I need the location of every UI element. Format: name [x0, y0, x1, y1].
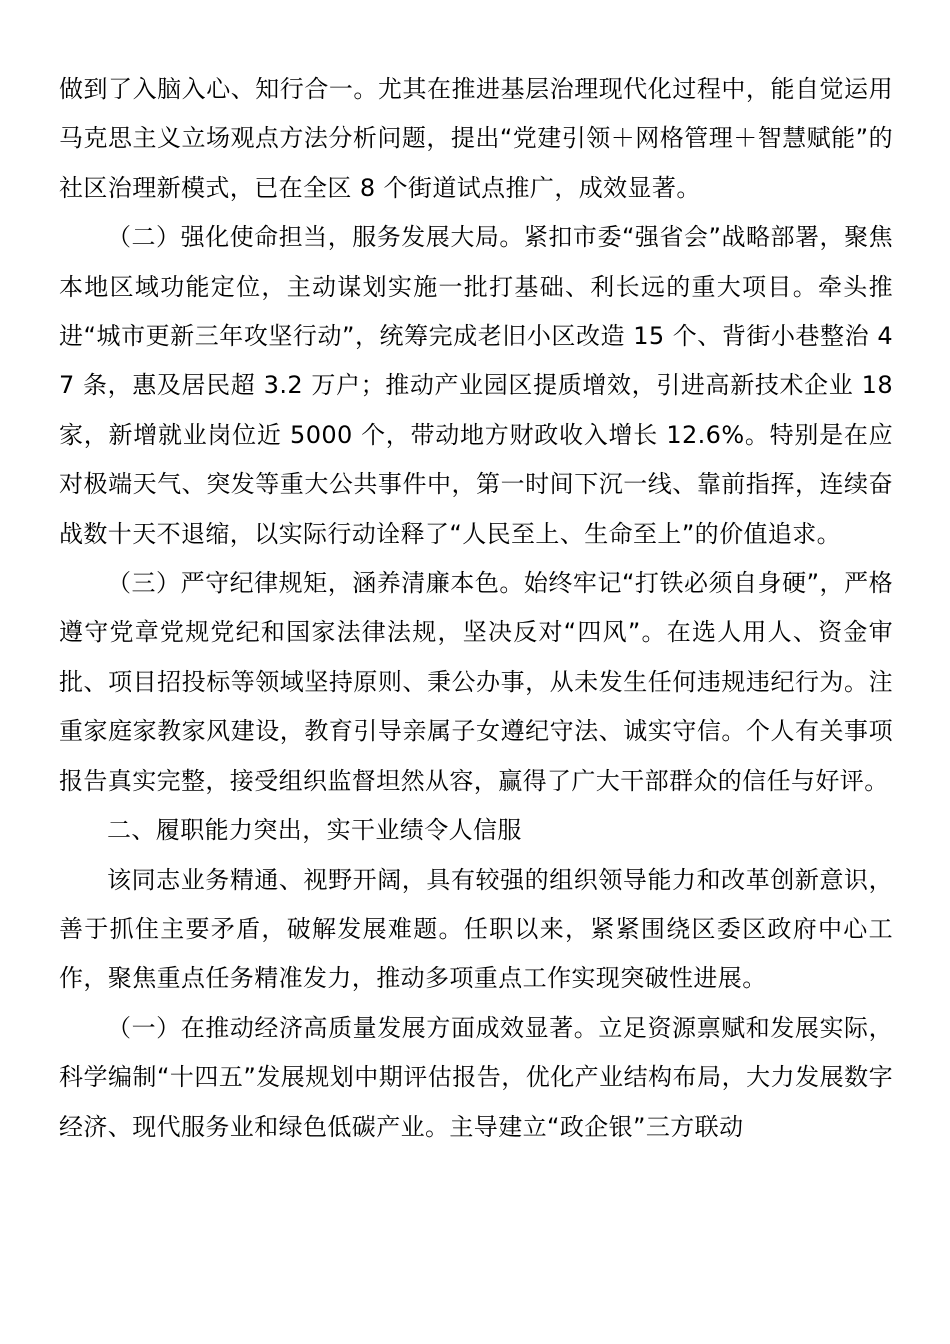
- paragraph-discipline: （三）严守纪律规矩，涵养清廉本色。始终牢记“打铁必须自身硬”，严格遵守党章党规党纪和国家法律法规，坚决反对“四风”。在选人用人、资金审批、项目招投标等领域坚持原则、秉公办事，从未发生任何违规违纪行为。注重家庭家教家风建设，教育引导亲属子女遵纪守法、诚实守信。个人有关事项报告真实完整，接受组织监督坦然从容，赢得了广大干部群众的信任与好评。: [59, 569, 893, 795]
- section-heading: 二、履职能力突出，实干业绩令人信服: [107, 816, 522, 845]
- paragraph-ability: 该同志业务精通、视野开阔，具有较强的组织领导能力和改革创新意识，善于抓住主要矛盾，破解发展难题。任职以来，紧紧围绕区委区政府中心工作，聚焦重点任务精准发力，推动多项重点工作实现突破性进展。: [59, 865, 893, 993]
- paragraph-economy: （一）在推动经济高质量发展方面成效显著。立足资源禀赋和发展实际，科学编制“十四五”发展规划中期评估报告，优化产业结构布局，大力发展数字经济、现代服务业和绿色低碳产业。主导建立“政企银”三方联动: [59, 1013, 893, 1141]
- document-page: [59, 65, 893, 1152]
- paragraph-continuation: 做到了入脑入心、知行合一。尤其在推进基层治理现代化过程中，能自觉运用马克思主义立场观点方法分析问题，提出“党建引领＋网格管理＋智慧赋能”的社区治理新模式，已在全区 8 个街道试点推广，成效显著。: [59, 75, 893, 202]
- paragraph-mission: （二）强化使命担当，服务发展大局。紧扣市委“强省会”战略部署，聚焦本地区域功能定位，主动谋划实施一批打基础、利长远的重大项目。牵头推进“城市更新三年攻坚行动”，统筹完成老旧小区改造 15 个、背街小巷整治 47 条，惠及居民超 3.2 万户；推动产业园区提质增效，引进高新技术企业 18 家，新增就业岗位近 5000 个，带动地方财政收入增长 12.6%。特别是在应对极端天气、突发等重大公共事件中，第一时间下沉一线、靠前指挥，连续奋战数十天不退缩，以实际行动诠释了“人民至上、生命至上”的价值追求。: [59, 223, 893, 548]
